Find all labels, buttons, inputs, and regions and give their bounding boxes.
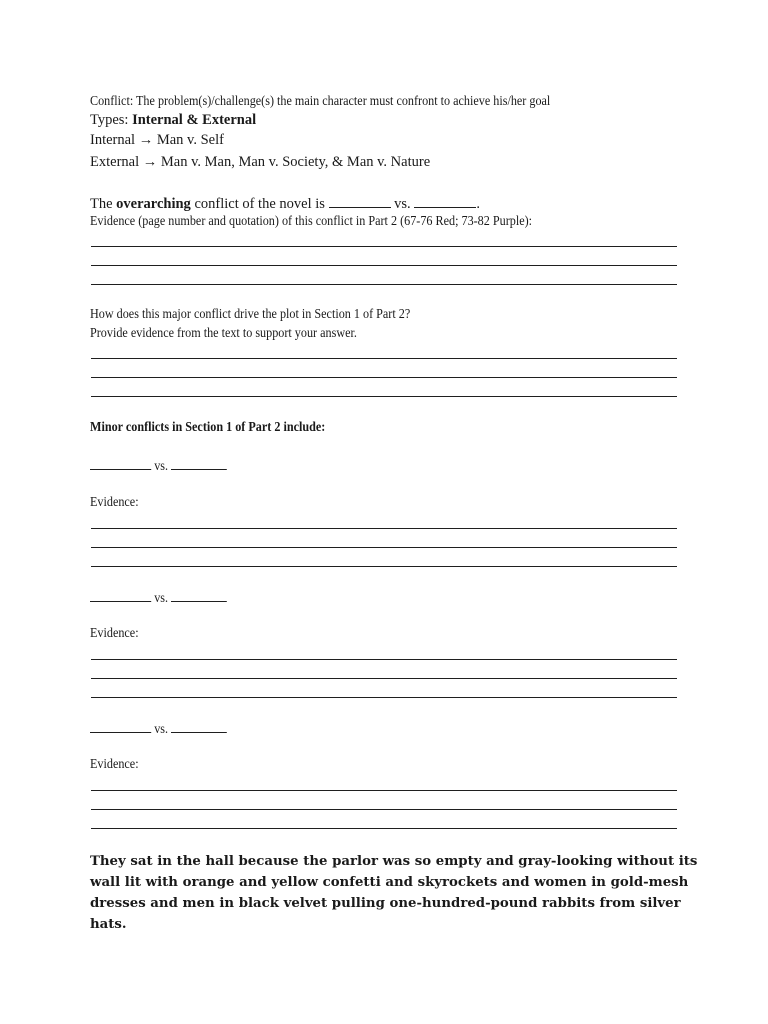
external-line: External → Man v. Man, Man v. Society, & Man v. Nature [90,154,431,170]
answer-line[interactable] [91,790,677,791]
answer-line[interactable] [91,528,677,529]
answer-line[interactable] [91,547,677,548]
minor-conflict-2-blank-a[interactable] [90,589,151,602]
minor-conflict-3-vs: vs. [154,721,169,736]
answer-line[interactable] [91,809,677,810]
overarching-end: . [476,196,480,212]
overarching-middle: conflict of the novel is [194,196,325,212]
answer-line[interactable] [91,659,677,660]
minor-conflict-3-blank-a[interactable] [90,720,151,733]
answer-line[interactable] [91,284,677,285]
minor-conflict-2 [90,589,227,605]
answer-line[interactable] [91,265,677,266]
conflict-definition: Conflict: The problem(s)/challenge(s) the main character must confront to achieve his/her goal [90,93,551,108]
answer-line[interactable] [91,828,677,829]
minor-conflict-1-evidence-label: Evidence: [90,494,139,509]
minor-conflict-2-vs: vs. [154,590,169,605]
overarching-vs: vs. [394,196,411,212]
answer-line[interactable] [91,566,677,567]
plot-question-line-1: How does this major conflict drive the plot in Section 1 of Part 2? [90,306,411,321]
minor-conflict-2-evidence-label: Evidence: [90,625,139,640]
answer-line[interactable] [91,396,677,397]
overarching-blank-1[interactable] [329,195,391,208]
minor-conflict-2-blank-b[interactable] [171,589,227,602]
internal-line: Internal → Man v. Self [90,132,224,148]
answer-line[interactable] [91,697,677,698]
answer-line[interactable] [91,246,677,247]
overarching-evidence-prompt: Evidence (page number and quotation) of this conflict in Part 2 (67-76 Red; 73-82 Purple): [90,213,533,228]
minor-conflicts-heading-text: Minor conflicts in Section 1 of Part 2 include: [90,419,326,434]
minor-conflicts-heading [90,420,325,434]
overarching-prefix: The [90,196,113,212]
types-label: Types: [90,112,129,128]
answer-line[interactable] [91,678,677,679]
overarching-bold: overarching [116,196,191,212]
overarching-blank-2[interactable] [414,195,476,208]
minor-conflict-3-evidence-label: Evidence: [90,756,139,771]
minor-conflict-1-blank-b[interactable] [171,457,227,470]
minor-conflict-1-blank-a[interactable] [90,457,151,470]
types-value: Internal & External [132,112,257,128]
minor-conflict-1-vs: vs. [154,458,169,473]
minor-conflict-3-blank-b[interactable] [171,720,227,733]
minor-conflict-1 [90,457,227,473]
novel-quote: They sat in the hall because the parlor was so empty and gray-looking without its wall lit with orange and yellow confetti and skyrockets and women in gold-mesh dresses and men in black velvet pulling one-hundred-pound rabbits from silver hats. [90,854,698,932]
answer-line[interactable] [91,358,677,359]
types-line [90,113,256,128]
overarching-line [90,195,480,212]
plot-question-line-2: Provide evidence from the text to support your answer. [90,325,357,340]
answer-line[interactable] [91,377,677,378]
minor-conflict-3 [90,720,227,736]
